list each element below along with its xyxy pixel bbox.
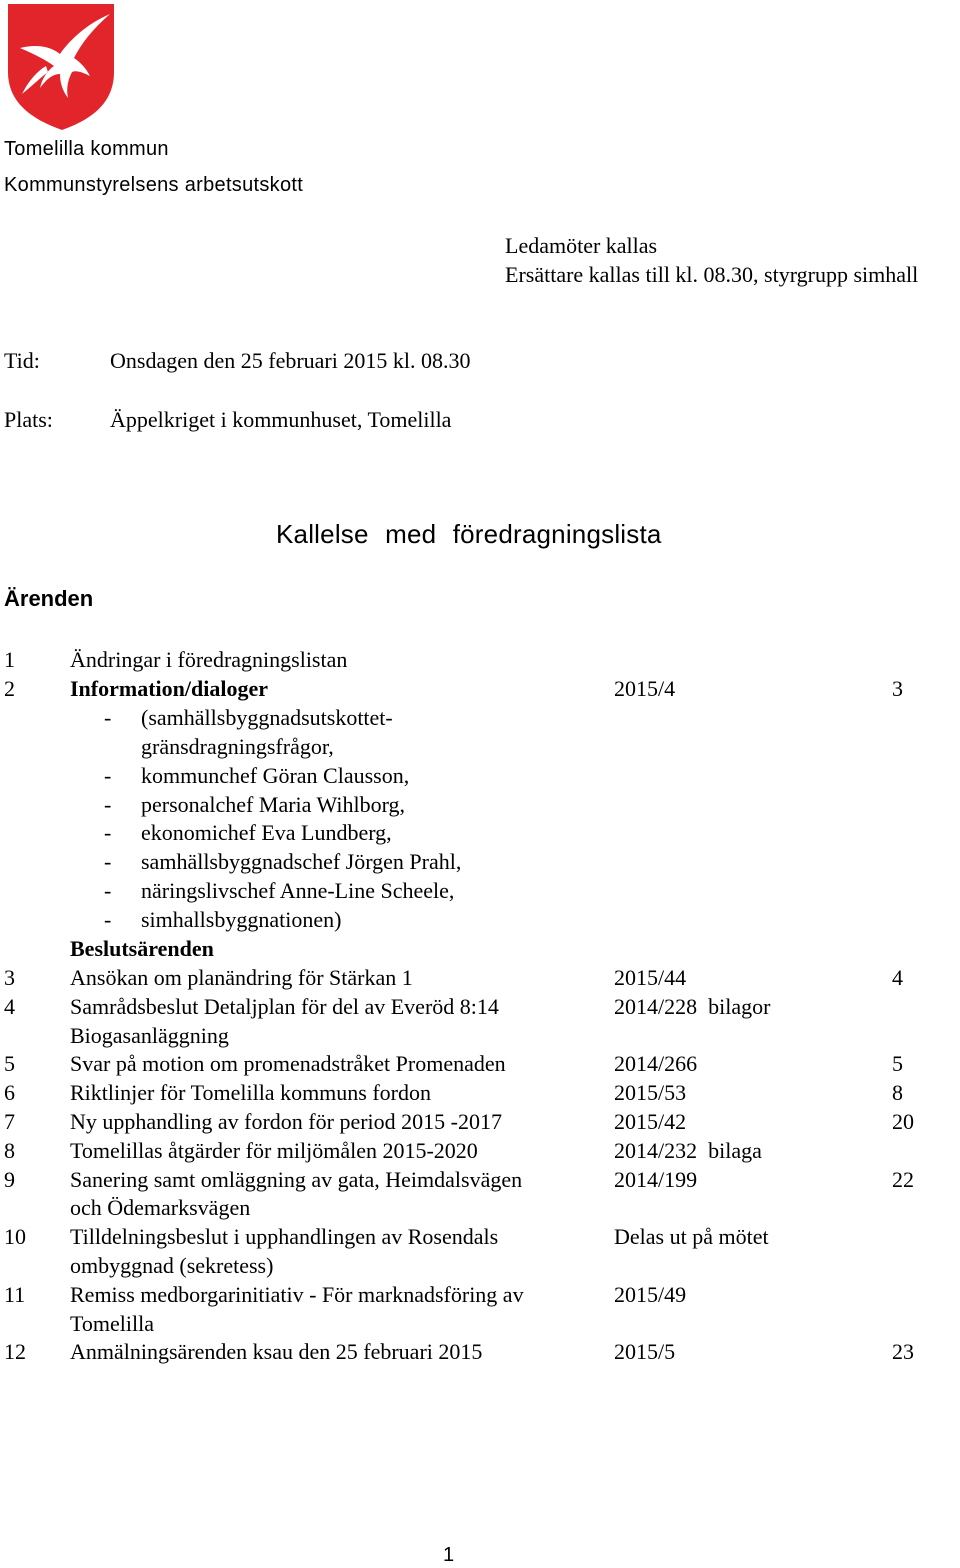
section-heading: Ärenden (4, 586, 94, 611)
item-title: Ny upphandling av fordon för period 2015 -2017 (70, 1109, 502, 1134)
item-title: Ansökan om planändring för Stärkan 1 (70, 965, 413, 990)
item-title-cont: Tomelilla (70, 1311, 154, 1336)
item-page: 23 (892, 1339, 914, 1364)
item-title: Information/dialoger (70, 676, 268, 701)
item-page: 4 (892, 965, 903, 990)
item-title: Svar på motion om promenadstråket Promenaden (70, 1051, 506, 1076)
item-number: 12 (4, 1339, 26, 1364)
municipality-logo (6, 2, 116, 132)
item-number: 4 (4, 994, 15, 1019)
item-number: 7 (4, 1109, 15, 1134)
item-title: Tilldelningsbeslut i upphandlingen av Rosendals (70, 1224, 499, 1249)
item-title: Tomelillas åtgärder för miljömålen 2015-2020 (70, 1138, 478, 1163)
place-label: Plats: (4, 407, 53, 432)
item-title: Anmälningsärenden ksau den 25 februari 2015 (70, 1339, 483, 1364)
committee-name: Kommunstyrelsens arbetsutskott (4, 174, 304, 196)
organization-name: Tomelilla kommun (4, 138, 169, 160)
bullet-dash: - (104, 820, 112, 845)
item-case-number: 2014/232 bilaga (614, 1138, 762, 1163)
sub-item-text: personalchef Maria Wihlborg, (141, 792, 406, 817)
place-value: Äppelkriget i kommunhuset, Tomelilla (110, 407, 452, 432)
item-page: 20 (892, 1109, 914, 1134)
time-label: Tid: (4, 348, 40, 373)
notice-substitutes: Ersättare kallas till kl. 08.30, styrgrupp simhall (505, 262, 919, 287)
item-number: 5 (4, 1051, 15, 1076)
notice-members: Ledamöter kallas (505, 233, 658, 258)
item-number: 10 (4, 1224, 26, 1249)
item-page: 8 (892, 1080, 903, 1105)
bullet-dash: - (104, 705, 112, 730)
item-case-number: 2015/44 (614, 965, 687, 990)
item-page: 3 (892, 676, 903, 701)
item-case-number: 2014/199 (614, 1167, 698, 1192)
item-title: Sanering samt omläggning av gata, Heimdalsvägen (70, 1167, 523, 1192)
item-case-number: 2015/49 (614, 1282, 687, 1307)
sub-item-text: ekonomichef Eva Lundberg, (141, 820, 392, 845)
item-number: 1 (4, 647, 15, 672)
item-title-cont: Biogasanläggning (70, 1023, 229, 1048)
item-number: 9 (4, 1167, 15, 1192)
bullet-dash: - (104, 907, 112, 932)
title-word-1: Kallelse (276, 519, 369, 549)
item-page: 5 (892, 1051, 903, 1076)
item-case-number: 2014/266 (614, 1051, 698, 1076)
sub-item-text: gränsdragningsfrågor, (141, 734, 334, 759)
coat-of-arms-icon (6, 2, 116, 132)
item-title: Riktlinjer för Tomelilla kommuns fordon (70, 1080, 432, 1105)
item-number: 6 (4, 1080, 15, 1105)
item-case-number: Delas ut på mötet (614, 1224, 769, 1249)
item-case-number: 2015/5 (614, 1339, 676, 1364)
item-title-cont: ombyggnad (sekretess) (70, 1253, 274, 1278)
item-number: 3 (4, 965, 15, 990)
item-case-number: 2014/228 bilagor (614, 994, 771, 1019)
decisions-heading: Beslutsärenden (70, 936, 214, 961)
item-title: Samrådsbeslut Detaljplan för del av Everöd 8:14 (70, 994, 499, 1019)
item-number: 2 (4, 676, 15, 701)
page-number: 1 (443, 1544, 455, 1566)
item-case-number: 2015/53 (614, 1080, 687, 1105)
bullet-dash: - (104, 878, 112, 903)
bullet-dash: - (104, 849, 112, 874)
item-number: 11 (4, 1282, 26, 1307)
document-title (276, 519, 671, 550)
title-word-2: med (385, 519, 437, 549)
item-title-cont: och Ödemarksvägen (70, 1195, 251, 1220)
item-number: 8 (4, 1138, 15, 1163)
sub-item-text: (samhällsbyggnadsutskottet- (141, 705, 393, 730)
sub-item-text: kommunchef Göran Clausson, (141, 763, 410, 788)
item-title: Ändringar i föredragningslistan (70, 647, 348, 672)
bullet-dash: - (104, 792, 112, 817)
time-value: Onsdagen den 25 februari 2015 kl. 08.30 (110, 348, 471, 373)
item-case-number: 2015/42 (614, 1109, 687, 1134)
item-page: 22 (892, 1167, 914, 1192)
item-case-number: 2015/4 (614, 676, 676, 701)
sub-item-text: näringslivschef Anne-Line Scheele, (141, 878, 455, 903)
sub-item-text: samhällsbyggnadschef Jörgen Prahl, (141, 849, 462, 874)
item-title: Remiss medborgarinitiativ - För marknadsföring av (70, 1282, 524, 1307)
bullet-dash: - (104, 763, 112, 788)
sub-item-text: simhallsbyggnationen) (141, 907, 342, 932)
title-word-3: föredragningslista (452, 519, 662, 549)
